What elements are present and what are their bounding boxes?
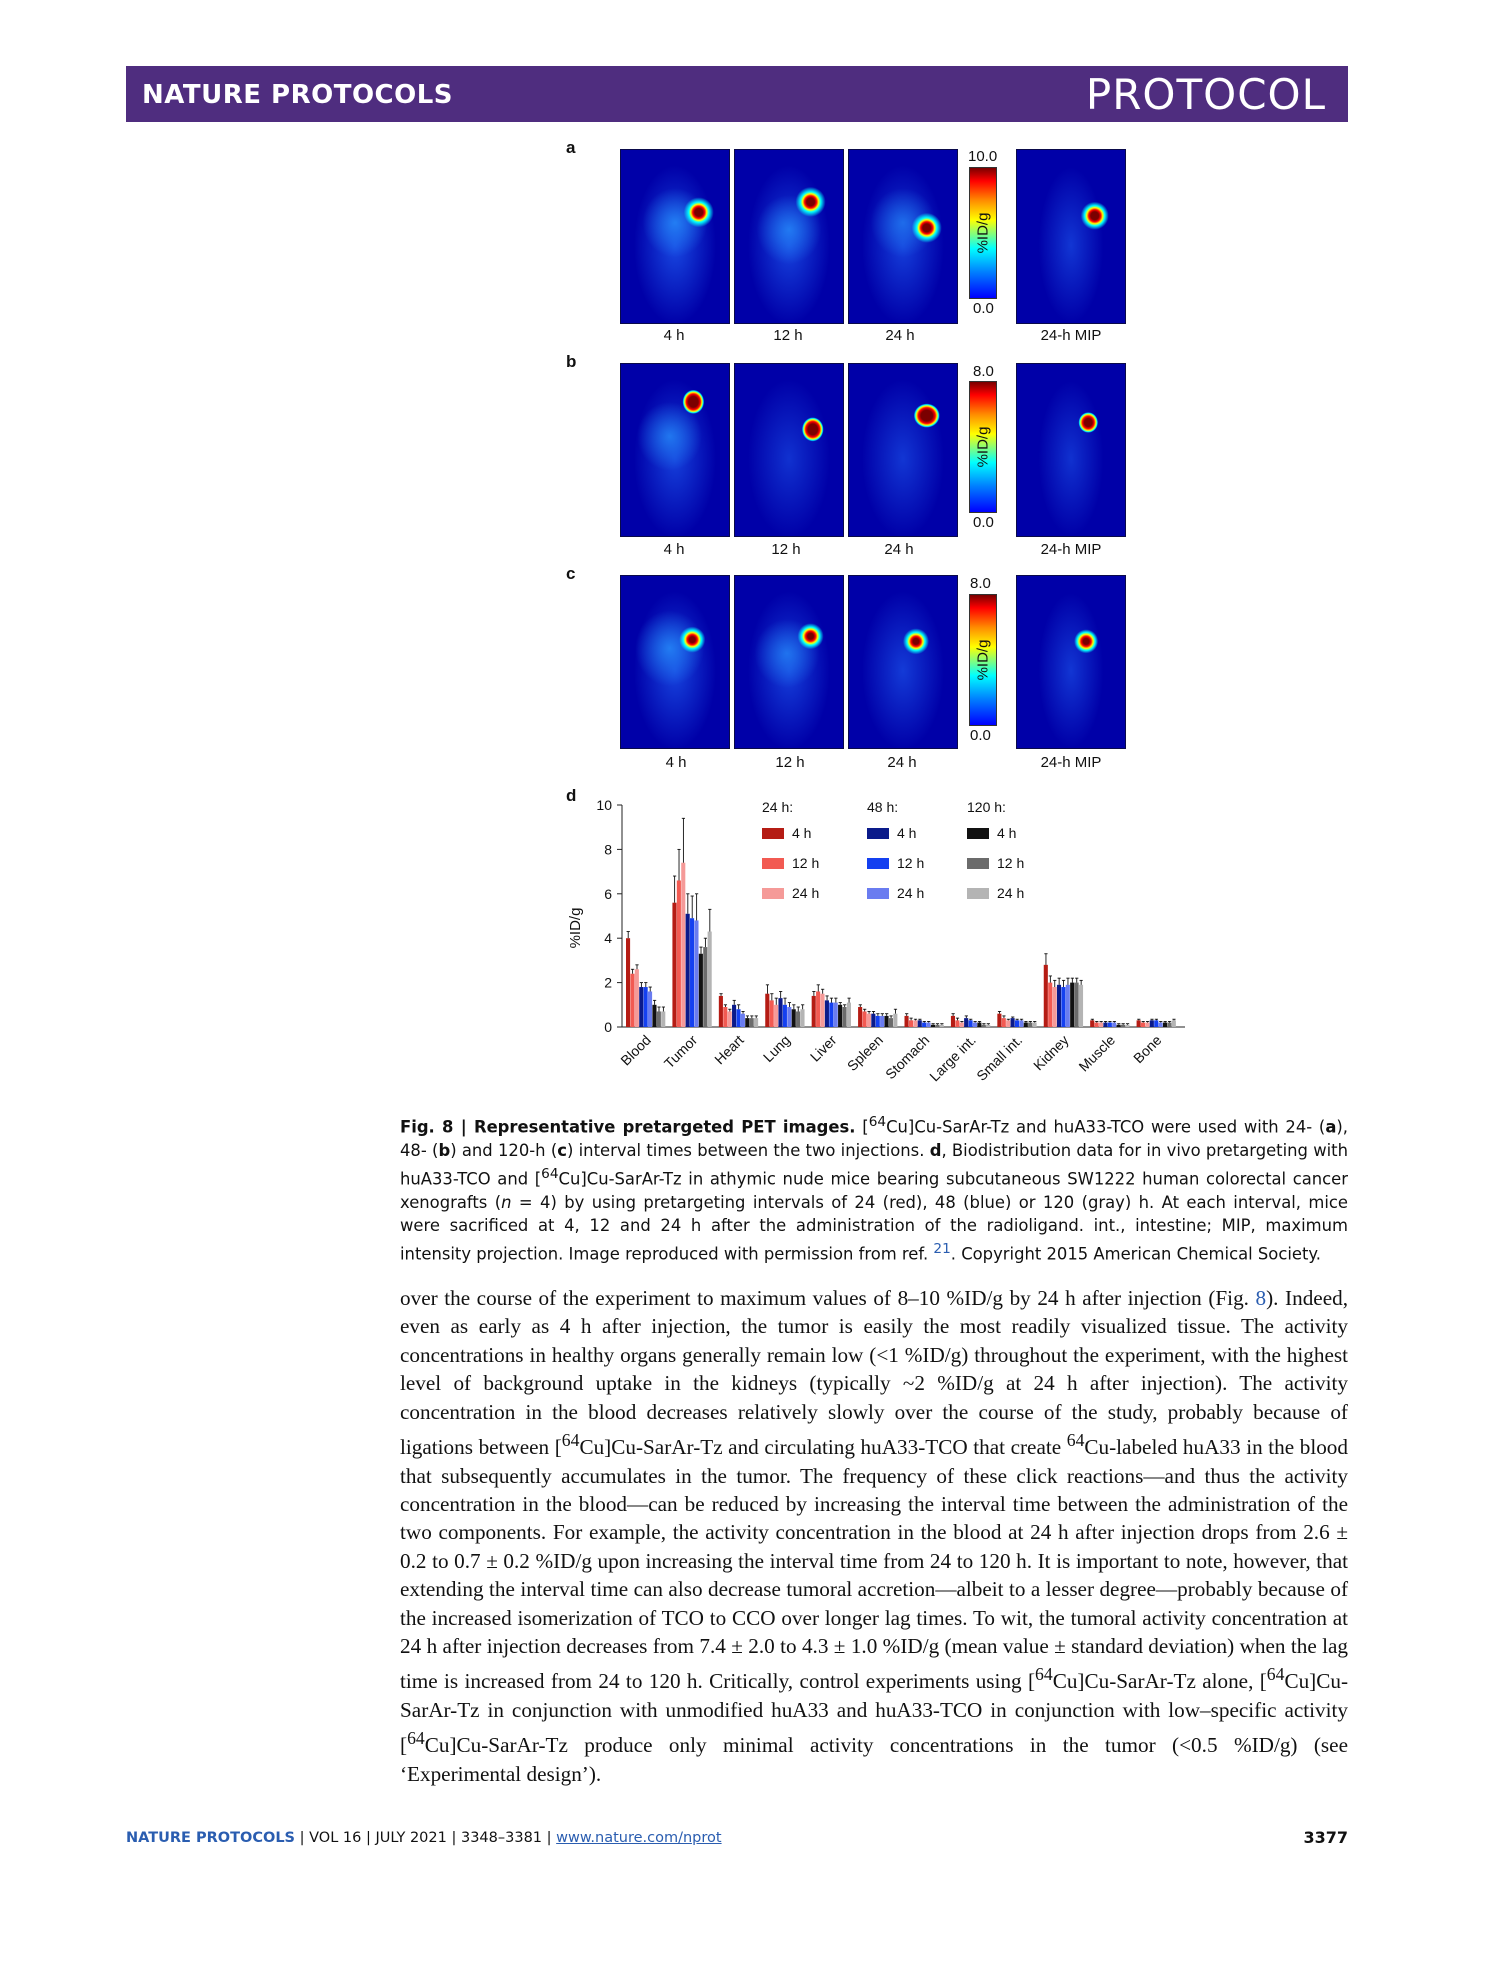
bar	[973, 1023, 977, 1027]
bar	[626, 938, 630, 1027]
bar	[1019, 1020, 1023, 1027]
bar	[1066, 985, 1070, 1027]
bar	[838, 1005, 842, 1027]
bar	[686, 914, 690, 1027]
legend-label: 24 h	[792, 885, 820, 901]
bar	[893, 1014, 897, 1027]
bar	[842, 1007, 846, 1027]
bar	[955, 1020, 959, 1027]
time-label-a-12h: 12 h	[773, 327, 803, 344]
bar	[982, 1025, 986, 1027]
bar	[847, 1003, 851, 1027]
pet-image-a-24h	[848, 149, 958, 324]
bar	[834, 1003, 838, 1027]
legend-group-title: 120 h:	[967, 799, 1006, 815]
bar	[964, 1018, 968, 1027]
bar	[796, 1011, 800, 1027]
colorbar-unit-c: %ID/g	[974, 639, 992, 681]
pet-image-c-mip	[1016, 575, 1126, 749]
x-category-label: Stomach	[882, 1031, 933, 1083]
caption-text: ) and 120-h (	[450, 1141, 558, 1161]
bar	[672, 903, 676, 1027]
bar	[732, 1005, 736, 1027]
time-label-b-mip: 24-h MIP	[1040, 541, 1102, 558]
caption-panel-ref: a	[1325, 1117, 1337, 1137]
caption-text: = 4) by using pretargeting intervals of 24 (red), 48 (blue) or 120 (gray) h. At each interval, mice were sacrificed at 4, 12 and 24 h after the administration of the radioligand. int., intestine; MIP, maximum intensity projection. Image reproduced with permission from ref.	[400, 1192, 1349, 1264]
legend-swatch	[867, 858, 889, 869]
bar	[977, 1023, 981, 1027]
x-category-label: Large int.	[926, 1031, 979, 1085]
body-superscript: 64	[1035, 1664, 1053, 1685]
bar	[778, 998, 782, 1027]
bar	[1099, 1023, 1103, 1027]
bar	[918, 1020, 922, 1027]
body-superscript: 64	[1066, 1430, 1085, 1451]
bar	[1108, 1023, 1112, 1027]
bar	[639, 987, 643, 1027]
footer-volume: VOL 16	[309, 1830, 362, 1846]
caption-superscript: 64	[868, 1114, 887, 1130]
bar	[927, 1023, 931, 1027]
y-axis-label: %ID/g	[567, 907, 584, 949]
time-label-c-12h: 12 h	[775, 754, 805, 771]
footer-url-link[interactable]: www.nature.com/nprot	[556, 1830, 722, 1846]
legend-group-title: 48 h:	[867, 799, 899, 815]
bar	[703, 947, 707, 1027]
bar	[986, 1025, 990, 1027]
caption-figure-label: Fig. 8 | Representative pretargeted PET images.	[400, 1117, 856, 1137]
pet-image-b-mip	[1016, 363, 1126, 537]
body-text-run: Cu]Cu-SarAr-Tz and circulating huA33-TCO that create	[579, 1435, 1067, 1460]
time-label-a-24h: 24 h	[885, 327, 915, 344]
bar	[997, 1014, 1001, 1027]
x-category-label: Blood	[617, 1031, 654, 1069]
bar	[774, 1005, 778, 1027]
bar	[1011, 1018, 1015, 1027]
x-category-label: Tumor	[660, 1031, 701, 1072]
bar	[871, 1014, 875, 1027]
bar	[770, 1000, 774, 1027]
bar	[728, 1011, 732, 1027]
bar	[719, 996, 723, 1027]
bar	[1154, 1020, 1158, 1027]
bar	[1117, 1025, 1121, 1027]
bar	[652, 1005, 656, 1027]
bar	[792, 1009, 796, 1027]
bar	[690, 918, 694, 1027]
y-tick-label: 4	[604, 930, 612, 947]
bar	[829, 1003, 833, 1027]
bar	[1141, 1023, 1145, 1027]
pet-image-c-4h	[620, 575, 730, 749]
bar	[1167, 1023, 1171, 1027]
time-label-b-24h: 24 h	[884, 541, 914, 558]
y-tick-label: 6	[604, 885, 612, 902]
pet-image-c-24h	[848, 575, 958, 749]
x-category-label: Spleen	[843, 1031, 887, 1074]
bar	[644, 987, 648, 1027]
panel-label-c: c	[566, 564, 576, 583]
colorbar-min-a: 0.0	[973, 300, 994, 317]
bar	[681, 863, 685, 1027]
bar	[867, 1014, 871, 1027]
journal-header-bar	[126, 66, 1348, 122]
legend-swatch	[762, 888, 784, 899]
caption-text: Cu]Cu-SarAr-Tz and huA33-TCO were used with 24- (	[886, 1117, 1326, 1137]
bar	[736, 1009, 740, 1027]
bar	[1159, 1023, 1163, 1027]
bar	[635, 969, 639, 1027]
bar	[699, 954, 703, 1027]
bar	[1028, 1023, 1032, 1027]
bar	[922, 1023, 926, 1027]
bar	[1057, 985, 1061, 1027]
time-label-a-4h: 4 h	[663, 327, 685, 344]
bar	[905, 1016, 909, 1027]
caption-text: ) interval times between the two injections.	[566, 1141, 930, 1161]
caption-panel-ref: d	[929, 1141, 942, 1161]
bar	[677, 880, 681, 1027]
y-tick-label: 8	[604, 841, 612, 858]
bar	[754, 1018, 758, 1027]
bar	[935, 1025, 939, 1027]
caption-text: . Copyright 2015 American Chemical Society.	[950, 1244, 1321, 1264]
body-text-run: Cu]Cu-SarAr-Tz produce only minimal activity concentrations in the tumor (<0.5 %ID/g) (see ‘Experimental design’).	[400, 1733, 1348, 1786]
bar	[858, 1007, 862, 1027]
bar	[812, 996, 816, 1027]
bar	[951, 1016, 955, 1027]
y-tick-label: 2	[604, 974, 612, 991]
bar	[969, 1020, 973, 1027]
panel-label-b: b	[566, 352, 577, 371]
bar	[708, 932, 712, 1027]
caption-panel-ref: b	[438, 1141, 451, 1161]
caption-panel-ref: c	[557, 1141, 567, 1161]
bar	[648, 991, 652, 1027]
bar	[1103, 1023, 1107, 1027]
legend-swatch	[967, 888, 989, 899]
figure-reference-link[interactable]: 8	[1255, 1286, 1267, 1310]
page-footer	[126, 1830, 722, 1846]
colorbar-max-b: 8.0	[973, 363, 994, 380]
journal-name: NATURE PROTOCOLS	[142, 80, 454, 110]
footer-separator: |	[361, 1830, 376, 1846]
bar	[1024, 1023, 1028, 1027]
caption-text: , Biodistribution data for in vivo pretargeting with huA33-TCO and [	[400, 1141, 1348, 1189]
legend-swatch	[762, 858, 784, 869]
footer-journal: NATURE PROTOCOLS	[126, 1830, 296, 1846]
pet-image-b-12h	[734, 363, 844, 537]
pet-image-a-4h	[620, 149, 730, 324]
legend-group-title: 24 h:	[762, 799, 794, 815]
bar	[820, 994, 824, 1027]
bar	[657, 1011, 661, 1027]
bar	[1070, 983, 1074, 1027]
bar	[1121, 1025, 1125, 1027]
colorbar-unit-b: %ID/g	[974, 426, 992, 468]
bar	[783, 1005, 787, 1027]
bar	[1090, 1020, 1094, 1027]
bar	[1044, 965, 1048, 1027]
time-label-a-mip: 24-h MIP	[1040, 327, 1102, 344]
legend-swatch	[867, 828, 889, 839]
legend-swatch	[762, 828, 784, 839]
colorbar-a	[969, 167, 997, 299]
bar	[1006, 1020, 1010, 1027]
legend-swatch	[867, 888, 889, 899]
figure-caption	[400, 1111, 1348, 1266]
caption-reference-link[interactable]: 21	[933, 1240, 951, 1257]
time-label-b-4h: 4 h	[663, 541, 685, 558]
footer-separator: |	[542, 1830, 557, 1846]
footer-pages: 3348–3381	[460, 1830, 543, 1846]
bar	[1172, 1020, 1176, 1027]
legend-label: 4 h	[792, 825, 812, 841]
bar	[1112, 1023, 1116, 1027]
bar	[884, 1016, 888, 1027]
y-tick-label: 10	[596, 797, 612, 813]
caption-text: ), 48- (	[400, 1117, 1349, 1161]
body-superscript: 64	[407, 1728, 425, 1749]
bar	[1095, 1023, 1099, 1027]
bar	[889, 1018, 893, 1027]
colorbar-min-b: 0.0	[973, 514, 994, 531]
legend-label: 4 h	[997, 825, 1017, 841]
legend-label: 4 h	[897, 825, 917, 841]
biodistribution-bar-chart	[540, 790, 1190, 1090]
bar	[1075, 983, 1079, 1027]
bar	[694, 920, 698, 1027]
pet-image-a-12h	[734, 149, 844, 324]
y-tick-label: 0	[604, 1019, 612, 1035]
bar	[1061, 987, 1065, 1027]
footer-separator: |	[446, 1830, 461, 1846]
bar	[862, 1011, 866, 1027]
bar	[1015, 1020, 1019, 1027]
x-category-label: Lung	[759, 1031, 794, 1066]
bar	[1053, 987, 1057, 1027]
caption-superscript: 64	[541, 1165, 559, 1182]
body-superscript: 64	[561, 1430, 580, 1451]
body-paragraph	[400, 1284, 1348, 1788]
page-number: 3377	[1303, 1828, 1348, 1847]
colorbar-max-a: 10.0	[968, 148, 998, 165]
x-category-label: Small int.	[973, 1031, 1026, 1084]
bar	[1002, 1018, 1006, 1027]
x-category-label: Liver	[806, 1031, 840, 1065]
panel-label-d: d	[566, 786, 577, 805]
legend-label: 12 h	[792, 855, 820, 871]
colorbar-min-c: 0.0	[970, 727, 991, 744]
bar	[909, 1020, 913, 1027]
x-category-label: Kidney	[1030, 1031, 1072, 1074]
bar	[800, 1009, 804, 1027]
legend-swatch	[967, 858, 989, 869]
bar	[960, 1023, 964, 1027]
colorbar-max-c: 8.0	[970, 575, 991, 592]
legend-label: 12 h	[997, 855, 1025, 871]
bar	[741, 1014, 745, 1027]
bar	[940, 1025, 944, 1027]
footer-separator: |	[295, 1830, 310, 1846]
bar	[765, 994, 769, 1027]
body-superscript: 64	[1266, 1664, 1285, 1685]
colorbar-unit-a: %ID/g	[974, 212, 992, 254]
bar	[1137, 1020, 1141, 1027]
bar	[1048, 983, 1052, 1027]
pet-image-b-24h	[848, 363, 958, 537]
x-category-label: Heart	[711, 1031, 747, 1068]
pet-image-b-4h	[620, 363, 730, 537]
caption-text: Cu]Cu-SarAr-Tz in athymic nude mice bearing subcutaneous SW1222 human colorectal cancer xenografts (	[400, 1169, 1349, 1212]
bar	[876, 1016, 880, 1027]
body-text-run: over the course of the experiment to maximum values of 8–10 %ID/g by 24 h after injection (Fig.	[400, 1286, 1256, 1310]
bar	[661, 1011, 665, 1027]
body-text-run: Cu]Cu-SarAr-Tz in conjunction with unmodified huA33 and huA33-TCO in conjunction with low–specific activity [	[400, 1669, 1349, 1758]
footer-date: JULY 2021	[375, 1830, 447, 1846]
bar	[816, 991, 820, 1027]
time-label-c-4h: 4 h	[665, 754, 687, 771]
bar	[825, 1000, 829, 1027]
colorbar-b	[969, 381, 997, 513]
bar	[1163, 1023, 1167, 1027]
legend-label: 12 h	[897, 855, 925, 871]
bar	[1079, 985, 1083, 1027]
x-category-label: Muscle	[1075, 1031, 1119, 1075]
pet-image-c-12h	[734, 575, 844, 749]
bar	[1150, 1020, 1154, 1027]
body-text-run: Cu-labeled huA33 in the blood that subsequently accumulates in the tumor. The frequency of these click reactions—and thus the activity concentration in the blood—can be reduced by increasing the interval time between the administration of the two components. For example, the activity concentration in the blood at 24 h after injection drops from 2.6 ± 0.2 to 0.7 ± 0.2 %ID/g upon increasing the interval time from 24 to 120 h. It is important to note, however, that extending the interval time can also decrease tumoral accretion—albeit to a lesser degree—probably because of the increased isomerization of TCO to CCO over longer lag times. To wit, the tumoral activity concentration at 24 h after injection decreases from 7.4 ± 2.0 to 4.3 ± 1.0 %ID/g (mean value ± standard deviation) when the lag time is increased from 24 to 120 h. Critically, control experiments using [	[400, 1435, 1348, 1694]
bar	[880, 1016, 884, 1027]
legend-label: 24 h	[997, 885, 1025, 901]
caption-text: [	[855, 1117, 869, 1137]
colorbar-c	[969, 594, 997, 726]
bar	[931, 1025, 935, 1027]
time-label-c-24h: 24 h	[887, 754, 917, 771]
body-text-run: Cu]Cu-SarAr-Tz alone, [	[1052, 1669, 1267, 1694]
time-label-b-12h: 12 h	[771, 541, 801, 558]
bar	[787, 1007, 791, 1027]
body-text-run: ). Indeed, even as early as 4 h after injection, the tumor is easily the most readily visualized tissue. The activity concentrations in healthy organs generally remain low (<1 %ID/g) throughout the experiment, with the highest level of background uptake in the kidneys (typically ~2 %ID/g at 24 h after injection). The activity concentration in the blood decreases relatively slowly over the course of the study, probably because of ligations between [	[400, 1286, 1348, 1460]
article-type: PROTOCOL	[1085, 70, 1326, 119]
bar	[630, 974, 634, 1027]
bar	[723, 1007, 727, 1027]
legend-swatch	[967, 828, 989, 839]
panel-label-a: a	[566, 138, 576, 157]
bar	[1145, 1023, 1149, 1027]
pet-image-a-mip	[1016, 149, 1126, 324]
bar	[745, 1018, 749, 1027]
x-category-label: Bone	[1130, 1031, 1165, 1067]
legend-label: 24 h	[897, 885, 925, 901]
bar	[1125, 1025, 1129, 1027]
bar	[1033, 1023, 1037, 1027]
bar	[750, 1018, 754, 1027]
time-label-c-mip: 24-h MIP	[1040, 754, 1102, 771]
caption-italic-n: n	[501, 1192, 512, 1212]
bar	[913, 1020, 917, 1027]
